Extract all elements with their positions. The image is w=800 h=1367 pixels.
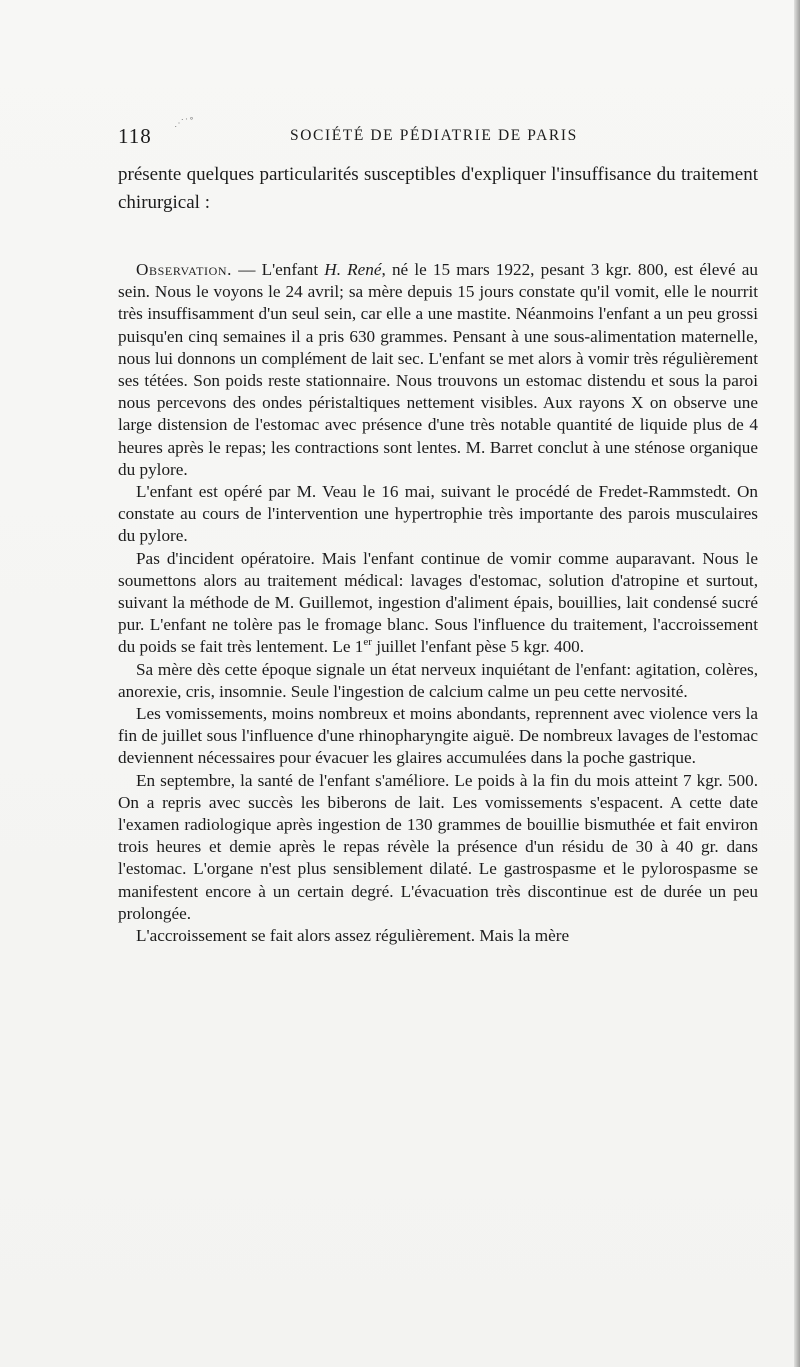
paragraph-september: En septembre, la santé de l'enfant s'améliore. Le poids à la fin du mois atteint 7 kgr. 500. On a repris avec succès les biberons de lait. Les vomissements s'espacent. A cette date l'examen radiologique après ingestion de 130 grammes de bouillie bismuthée et fait environ trois heures et demie après le repas révèle la présence d'un résidu de 30 à 40 gr. dans l'estomac. L'organe n'est plus sensiblement dilaté. Le gastrospasme et le pylorospasme se manifestent encore à un certain degré. L'évacuation très discontinue est de durée un peu prolongée. — [118, 770, 758, 923]
observation-paragraph — [118, 259, 758, 481]
paragraph-nervous-state: Sa mère dès cette époque signale un état nerveux inquiétant de l'enfant: agitation, colères, anorexie, cris, insomnie. Seule l'ingestion de calcium calme un peu cette nervosité. — [118, 659, 758, 701]
running-head: SOCIÉTÉ DE PÉDIATRIE DE PARIS — [290, 127, 578, 144]
paragraph-treatment — [118, 548, 758, 659]
patient-name: H. René — [324, 260, 382, 279]
print-smudge-icon: ⋰˙˚ — [174, 118, 194, 129]
article-body — [118, 161, 758, 947]
observation-dash: — L'enfant — [232, 260, 325, 279]
page-edge-shadow — [794, 0, 800, 1367]
ordinal-suffix: er — [363, 635, 372, 648]
paragraph-operation: L'enfant est opéré par M. Veau le 16 mai, suivant le procédé de Fredet-Rammstedt. On constate au cours de l'intervention une hypertrophie très importante des parois musculaires du pylore. — [118, 482, 758, 546]
treatment-text-end: juillet l'enfant pèse 5 kgr. 400. — [371, 637, 585, 657]
page-header — [118, 118, 758, 148]
observation-text: , né le 15 mars 1922, pesant 3 kgr. 800, est élevé au sein. Nous le voyons le 24 avril; sa mère depuis 15 jours constate qu'il vomit, elle le nourrit très insuffisamment d'un seul sein, car elle a une mastite. Néanmoins l'enfant a un peu grossi puisqu'en cinq semaines il a pris 630 grammes. Pensant à une sous-alimentation maternelle, nous lui donnons un complément de lait sec. L'enfant se met alors à vomir très régulièrement ses tétées. Son poids reste stationnaire. Nous trouvons un estomac distendu et sous la paroi nous percevons des ondes péristaltiques nettement visibles. Aux rayons X on observe une large distension de l'estomac avec présence d'une très notable quantité de liquide plus de 4 heures après le repas; les contractions sont lentes. M. Barret conclut à une sténose organique du pylore. — [118, 260, 758, 479]
page-number: 118 — [118, 124, 152, 148]
observation-label: Observation. — [136, 260, 233, 279]
intro-paragraph: présente quelques particularités susceptibles d'expliquer l'insuffisance du traitement chirurgical : — [118, 164, 758, 213]
paragraph-vomiting: Les vomissements, moins nombreux et moins abondants, reprennent avec violence vers la fin de juillet sous l'influence d'une rhinopharyngite aiguë. De nombreux lavages de l'estomac deviennent nécessaires pour évacuer les glaires accumulées dans la poche gastrique. — [118, 704, 758, 768]
treatment-text: Pas d'incident opératoire. Mais l'enfant continue de vomir comme auparavant. Nous le soumettons alors au traitement médical: lavages d'estomac, solution d'atropine et surtout, suivant la méthode de M. Guillemot, ingestion d'aliment épais, bouillies, lait condensé sucré pur. L'enfant ne tolère pas le fromage blanc. Sous l'influence du traitement, l'accroissement du poids se fait très lentement. Le 1 — [118, 548, 758, 657]
paragraph-growth: L'accroissement se fait alors assez régulièrement. Mais la mère — [136, 926, 570, 946]
